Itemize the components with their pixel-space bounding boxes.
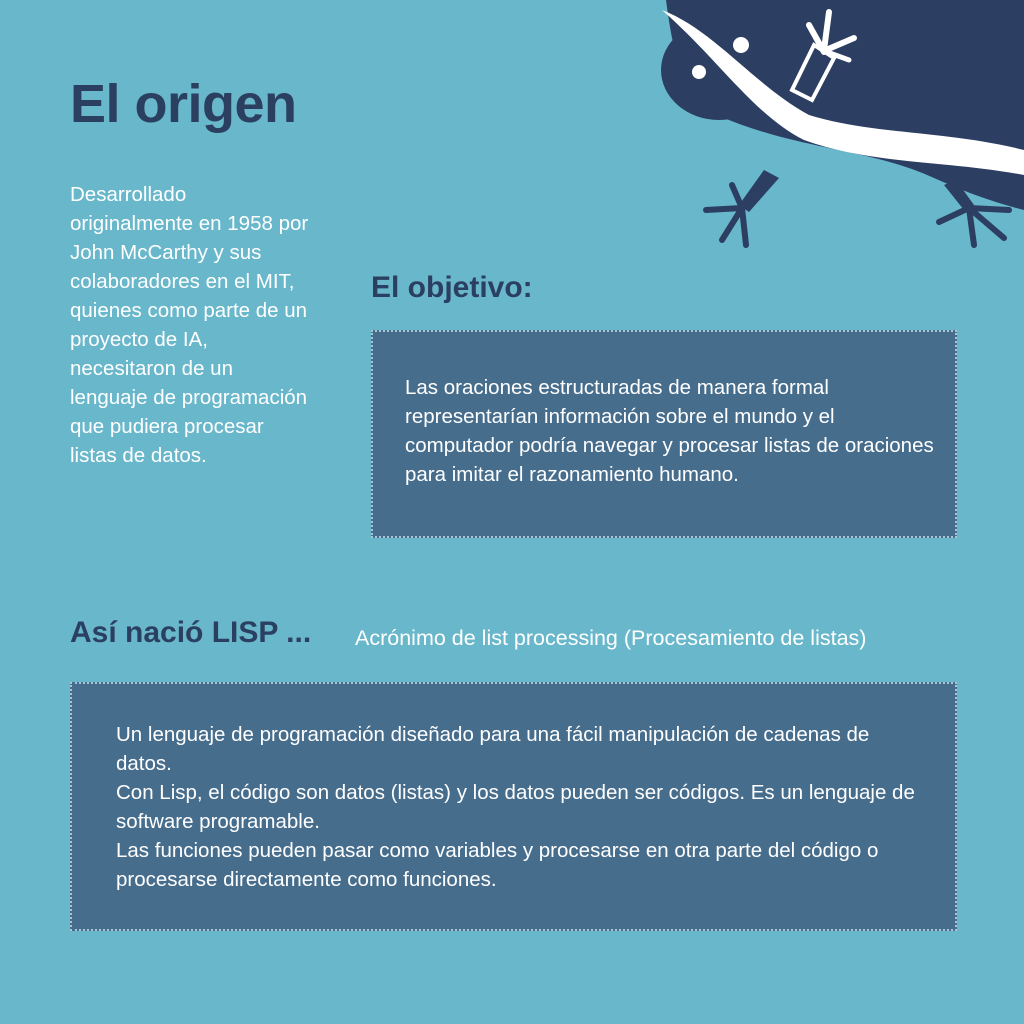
objective-text: Las oraciones estructuradas de manera formal representarían información sobre el mundo y el computador podría navegar y procesar listas de oraciones para imitar el razonamiento humano.: [405, 376, 934, 486]
lisp-paragraph: Las funciones pueden pasar como variables y procesarse en otra parte del código o procesarse directamente como funciones.: [116, 839, 879, 891]
page-title: El origen: [70, 74, 297, 134]
objective-box: [371, 330, 957, 538]
lisp-paragraph: Con Lisp, el código son datos (listas) y los datos pueden ser códigos. Es un lenguaje de software programable.: [116, 781, 915, 833]
lisp-paragraph: Un lenguaje de programación diseñado para una fácil manipulación de cadenas de datos.: [116, 723, 870, 775]
lisp-subtitle: Acrónimo de list processing (Procesamiento de listas): [355, 626, 867, 650]
lisp-description-box: [70, 682, 957, 931]
intro-paragraph: Desarrollado originalmente en 1958 por John McCarthy y sus colaboradores en el MIT, quienes como parte de un proyecto de IA, necesitaron de un lenguaje de programación que pudiera procesar listas de datos.: [70, 183, 309, 467]
lisp-heading: Así nació LISP ...: [70, 616, 312, 649]
objective-heading: El objetivo:: [371, 271, 533, 304]
lizard-mascot-icon: [644, 0, 1024, 260]
